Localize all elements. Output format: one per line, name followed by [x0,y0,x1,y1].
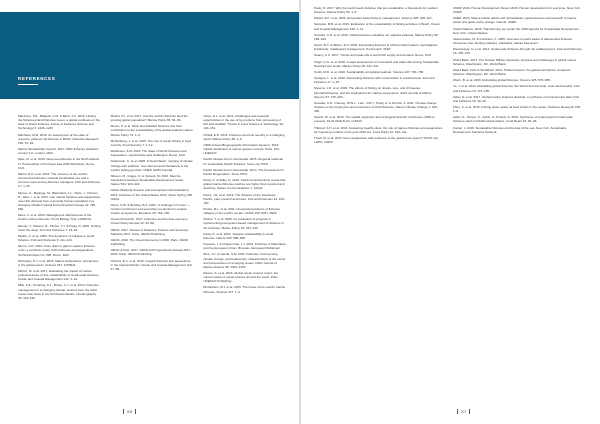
reference-column [314,6,443,146]
left-reference-columns [18,114,286,302]
reference-column [18,114,101,302]
reference-entry: Mathiesen, Å.M. 2015. The State of World Fisheries and Aquaculture: opportunities and challenges. Rome, FAO. [110,149,187,158]
reference-entry: Stevens, J.D. et al. 2000. The effects of fishing on sharks, rays, and chimaeras (chondrichthyans), and the implications for marine ecosystems. ICES Journal of Marine Science 57: 476–494. [314,86,432,99]
reference-entry: OECD. 2017. Review of Fisheries: Policies and Summary Statistics 2017. Paris, OECD Publishing. [110,227,189,236]
reference-entry: Thilsted, S.H. et al. 2016. Sustaining healthy diets: the role of capture fisheries and aquaculture for improving nutrition in the post-2015 era. Food Policy 61: 126–131. [314,125,443,134]
reference-entry: Rice, J.C. & Garcia, S.M. 2011. Fisheries, food security, climate change, and biodiversity: characteristics of the sector and perspectives on emerging issues. ICES Journal of Marine Science 68: 1343–1353. [203,252,286,269]
folio-bar [457,409,458,414]
reference-entry: Olsen, E.L. et al. 2014. Challenges and research opportunities in the use of by-products from processing of fish and shellfish. Trends in Food Science & Technology 36: 144–151. [203,114,284,131]
reference-entry: Pérez, J.E. et al. 2013. The fisheries of the Southeast Pacific: past, present and future. Fish and Fisheries 14: 145–163. [203,192,286,205]
reference-entry: Martin, R.D. et al. 2016. The recovery of the world's commercial fisheries; towards sustainable use and a common view among fisheries managers. Fish and Fisheries 17: 1–25. [18,171,100,189]
reference-entry: Muñoz, M. et al. 2017. Evaluating the impact of marine protected areas on the sustainability of small-scale fisheries. Ocean and Coastal Management 142: 1–10. [18,269,100,282]
reference-entry: Pinsky, M.L. et al. 2011. Unexpected patterns of fisheries collapse in the world's oceans. PNAS 108: 8317–8322. [203,206,280,216]
reference-entry: OBIS (Ocean Biogeographic Information System). 2016. Global distribution of marine species records. Paris, IOC-UNESCO. [203,142,281,156]
reference-entry: Merino, G., Barange, M., Blanchard, J.L., Harle, J., Holmes, R., Allen, I. et al. 2012. Can marine fisheries and aquaculture meet fish demand from a growing human population in a changing climate? Global Environmental Change 22: 795–806. [18,190,101,212]
right-reference-columns [314,6,582,146]
reference-entry: Sprague, L. et al. 2016. Reconciling fisheries with conservation in coastal areas. Fish and Fisheries 17: 1–15. [314,76,435,85]
left-page [0,0,299,424]
reference-entry: McCauley, D.J. et al. 2015. Marine defaunation: animal loss in the global ocean. Science 347: 1255641. [18,258,99,267]
references-header-band [0,12,299,99]
reference-entry: Ocean Protection. 2017. Fisheries and the blue economy. Ocean Policy Review 12: 44–58. [110,217,189,226]
reference-entry: OECD & FAO. 2017. OECD-FAO Agricultural Outlook 2017–2026. Paris, OECD Publishing. [110,248,192,257]
reference-entry: Munro, G.R. 2010. From drain to gain in capture fisheries rents: a synthesis study. FAO Fisheries and Aquaculture Technical Paper No. 538. Rome, FAO. [18,244,96,257]
reference-entry: Swartz, W. et al. 2010. The spatial expansion and ecological footprint of fisheries (1950 to present). PLoS ONE 5(12): e15143. [314,115,435,124]
reference-entry: Zucker, J. 2016. Sustainable fisheries and the law of the sea. New York, Sustainable Development Solutions Network. [453,125,567,134]
reference-entry: Nixon, S.W. & Buckley, B.A. 2002. 'A strikingly rich zone' — nutrient enrichment and secondary production in coastal marine ecosystems. Estuaries 25: 782–796. [110,202,191,216]
reference-entry: World Bank, FAO & WorldFish. 2012. Hidden harvest: the global contribution of capture fisheries. Washington, DC, World Bank. [453,67,571,77]
reference-entry: Nellemann, C. et al. 2008. In Dead Water: merging of climate change with pollution, over-harvest and infestations in the world's fishing grounds. UNEP, GRID-Arendal. [110,159,193,172]
page-number: 207 [460,409,467,414]
reference-entry: Pauly, D. & Zeller, D. 2016. Catch reconstructions reveal that global marine fisheries catches are higher than reported and declining. Nature Communications 7: 10244. [203,178,286,191]
reference-entry: Pacific Islands Forum Secretariat. 2015. Regional roadmap for sustainable Pacific fisheries. Suva, Fiji, PIFS. [203,157,284,166]
reference-entry: Singh, G.G. et al. 2018. A rapid assessment of co-benefits and trade-offs among Sustainable Development Goals. Marine Policy 93: 223–231. [314,59,439,68]
reference-column [453,6,582,146]
reference-entry: Pikitch, E.K. et al. 2004. Ecosystem-based fishery management. Science 305: 346–347. [314,16,433,21]
reference-column [203,114,286,302]
reference-entry: UNDP. 2016. Human Development Report 2016: Human development for everyone. New York, UNDP. [453,6,581,15]
reference-entry: UNEP. 2016. Marine plastic debris and microplastics: global lessons and research to inspire action and guide policy change. Nairobi, UNEP. [453,16,577,25]
reference-entry: Mora, C. et al. 2009. Management effectiveness of the world's marine fisheries. PLoS Biology 7(6): e1000131. [18,213,93,222]
section-title: REFERENCES [18,76,56,81]
reference-entry: Richardson, B.J. et al. 2015. The future of the world's marine fisheries. Science 347: 1–4. [203,285,286,294]
reference-entry: Vasconcellos, M. & Cochrane, K. 2005. Overview of world status of data-limited fisheries: inferences from landing statistics. Fairbanks, Alaska Sea Grant. [453,36,573,46]
reference-entry: World Bank. 2017. The Sunken Billions Revisited: progress and challenges in global marine fisheries. Washington, DC, World Bank. [453,57,577,66]
reference-entry: Nilsson, M., Griggs, D. & Visbeck, M. 2016. Map the interactions between Sustainable Development Goals. Nature 534: 320–322. [110,173,184,187]
reference-entry: Sumaila, U.R., Cheung, W.W.L., Lam, V.W.Y., Pauly, D. & Herrick, S. 2011. Climate change impacts on the biophysics and economics of world fisheries. Nature Climate Change 1: 449–456. [314,100,439,114]
folio-bar [469,409,470,414]
reference-entry: OECD. 2016. The Ocean Economy in 2030. Paris, OECD Publishing. [110,237,189,247]
reference-entry: Moore, P. et al. 2016. Eco-labelled fisheries and their contribution to the sustainability of the global seafood market. Marine Policy 72: 1–9. [110,124,194,137]
reference-entry: Zhou, S. et al. 2015. Fishing down nearly all food chains in the ocean. Fisheries Research 165: 1–8. [453,104,581,114]
reference-entry: Troell, M. et al. 2014. Does aquaculture add resilience to the global food system? PNAS 111: 13257–13263. [314,135,439,145]
reference-entry: Macintyre, P.E., Badjeck, C.M. & Béné, J.C. 2016. Linking the fisheries-inland fisheries nexus: a global synthesis on the state of inland fisheries. Future of Fisheries Science and Technology 6: 1226–1245. [18,114,100,131]
folio-bar [123,409,124,414]
reference-entry: Muhlenberg, J. et al. 2015. The role of ocean fishing in food security. Food Security 7: 1–12. [110,138,191,147]
reference-entry: Machado, M.M. 2010. An assessment of the state of resource yields for all fisheries in Brazil. Fisheries Research 100: 51–63. [18,132,99,145]
reference-entry: Ye, Y. et al. 2013. Rebuilding global fisheries: the World Summit Goal, costs and benefits. Fish and Fisheries 14: 174–185. [453,84,580,93]
page-number-right [457,409,470,414]
reference-entry: Zeller, D., Harper, S., Zylich, K. & Pauly, D. 2015. Synthesis of underreported small-scale fisheries catch in Pacific island waters. Coral Reefs 34: 25–39. [453,115,573,124]
reference-entry: Zeller, D. et al. 2017. Global marine fisheries discards: a synthesis of reconstructed data. Fish and Fisheries 19: 30–39. [453,94,580,103]
reference-entry: Marine Stewardship Council. 2017. MSC fisheries standard, version 2.0. London, MSC. [18,147,99,156]
reference-entry: Oliveira, E.C. et al. 2016. Coastal fisheries and aquaculture in the tropical Atlantic. Ocean and Coastal Management 119: 47–59. [110,258,193,271]
page-number-left [123,409,136,414]
reference-entry: Pauly, D. et al. 2002. Towards sustainability in world fisheries. Nature 418: 689–695. [203,231,274,240]
reference-entry: Mullon, C. et al. 2005. The dynamics of collapse in world fisheries. Fish and Fisheries 6: 111–120. [18,233,95,243]
reference-entry: Worm, B. et al. 2009. Rebuilding global fisheries. Science 325: 578–585. [453,78,551,83]
reference-entry: Weeratunge, N. et al. 2014. Small-scale fisheries through the wellbeing lens. Fish and Fisheries 15: 255–279. [453,47,582,56]
page-number: 206 [126,409,133,414]
reference-entry: NOAA (National Oceanic and Atmospheric Administration). 2014. Fisheries of the United States 2013. Silver Spring, MD, NOAA. [110,188,193,201]
folio-bar [135,409,136,414]
right-page [301,0,600,424]
reference-entry: Pacific Islands Forum Secretariat. 2014. The Framework for Pacific Regionalism. Suva, PIFS. [203,167,284,176]
reference-entry: Morato, T., Watson, R., Pitcher, T.J. & Pauly, D. 2006. Fishing down the deep. Fish and Fisheries 7: 24–34. [18,223,101,232]
reference-entry: Pitcher, T. et al. 2009. An evaluation of progress in implementing ecosystem-based management of fisheries in 33 countries. Marine Policy 33: 223–232. [203,217,284,230]
reference-entry: O'Neill, E.D. 2014. Fisheries and food security in a changing world. Marine Policy 48: 1–9. [203,132,285,141]
reference-entry: Popescu, I. & Ortega Gras, J.J. 2013. Fisheries in Mauritania and the European Union. Brussels, European Parliament. [203,242,286,251]
reference-entry: Pauly, D. 2017. Why the world needs fisheries that are sustainable: a framework for resilient fisheries. Marine Policy 82: 1–8. [314,6,438,15]
reference-entry: United Nations. 2015. Transforming our world: the 2030 Agenda for Sustainable Development. New York, United Nations. [453,26,580,35]
reference-entry: Smith, M.D. et al. 2010. Sustainability and global seafood. Science 327: 784–786. [314,69,425,74]
reference-column [111,114,194,302]
reference-entry: Molina, D.I. et al. 2017. Can the world's fisheries feed the growing global population? Marine Policy 85: 54–66. [110,114,188,123]
reference-entry: Mele, M. et al. 2016. Deep-sea fisheries in the North Atlantic. In: Proceedings of the Deep-Sea 2016 Workshop. Rome, FAO. [18,157,100,170]
header-underline [18,84,38,85]
reference-entry: Searcy, C.K. 2017. Trends and trade-offs in world fish supply and demand. Rome, FAO. [314,53,432,58]
reference-entry: Raison, S. et al. 2016. Global ocean science report: the current status of ocean science around the world. Paris, UNESCO Publishing. [203,271,279,284]
reference-entry: Sampaio, M.B. et al. 2016. Evaluation of the sustainability of fishing activities in Brazil. Ocean and Coastal Management 130: 1–12. [314,22,440,31]
reference-entry: Sarch, M.T. & Allison, E.H. 2000. Fluctuating fisheries in Africa's inland waters: well adapted livelihoods, maladapted management. Portsmouth, IIFET. [314,43,438,52]
reference-entry: Sumaila, U.R. et al. 2016. Global fisheries subsidies: an updated estimate. Marine Policy 69: 189–193. [314,32,439,41]
reference-entry: Mills, K.E., Pershing, A.J., Brown, C.J. et al. 2013. Fisheries management in a changing climate: lessons from the 2012 ocean heat wave in the Northwest Atlantic. Oceanography 26: 191–195. [18,283,99,300]
